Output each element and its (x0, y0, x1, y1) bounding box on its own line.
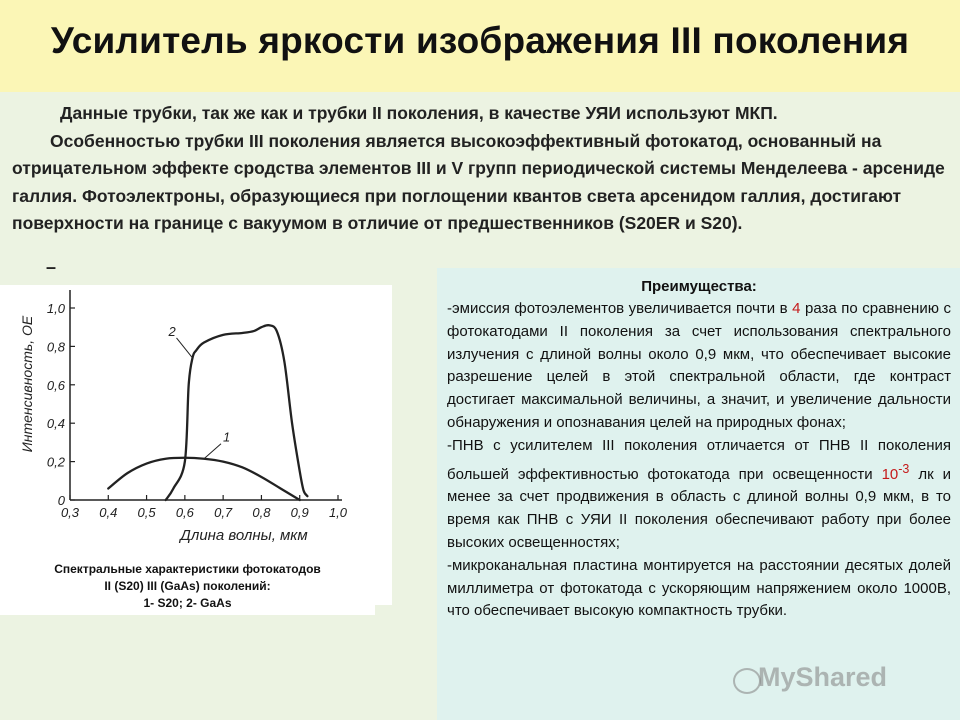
series-2-leader (177, 338, 193, 358)
caption-line-1: Спектральные характеристики фотокатодов (54, 562, 321, 576)
advantage-item-2 (447, 435, 951, 555)
advantages-panel (437, 268, 960, 720)
dash-mark: – (46, 257, 57, 277)
x-tick-label: 0,5 (137, 505, 156, 520)
intro-paragraph-1: Данные трубки, так же как и трубки II поколения, в качестве УЯИ используют МКП. (60, 103, 778, 123)
watermark-icon (733, 668, 761, 694)
series-1-leader (204, 444, 221, 459)
advantage-1-text-b: раза по сравнению с фотокатодами II поколения за счет использования спектрального излучения с длиной волны около 0,9 мкм, что обеспечивает высокие разрешение целей в этой спектральной области, где контраст достигает максимальной величины, а значит, и увеличение дальности обнаружения и опознавания целей на природных фонах; (447, 300, 951, 431)
caption-line-2: II (S20) III (GaAs) поколений: (104, 579, 271, 593)
advantages-title: Преимущества: (641, 278, 757, 295)
series-1-label: 1 (223, 429, 231, 445)
series-2-label: 2 (168, 323, 176, 339)
advantage-2-text-b: лк и менее за счет продвижения в область с длиной волны 0,9 мкм, в то время как ПНВ с УЯИ II поколения обеспечивают работу при более высоких освещенностях; (447, 465, 951, 551)
advantage-1-text-a: -эмиссия фотоэлементов увеличивается почти в (447, 300, 793, 317)
slide-title: Усилитель яркости изображения III поколения (50, 20, 910, 61)
advantage-2-illuminance (881, 461, 910, 483)
y-tick-label: 0,8 (46, 339, 65, 355)
advantage-item-1 (447, 298, 951, 435)
x-tick-label: 0,8 (252, 505, 271, 520)
y-tick-label: 0,4 (46, 416, 65, 432)
y-tick-label: 0,2 (46, 454, 65, 470)
x-tick-label: 0,4 (99, 505, 118, 520)
advantage-1-number: 4 (792, 300, 801, 317)
illuminance-exponent: -3 (898, 461, 910, 476)
caption-line-3: 1- S20; 2- GaAs (143, 596, 232, 610)
x-tick-label: 1,0 (328, 505, 348, 520)
x-tick-label: 0,6 (175, 505, 194, 520)
x-tick-label: 0,7 (214, 505, 233, 520)
x-axis-label: Длина волны, мкм (180, 527, 308, 544)
x-tick-label: 0,3 (60, 505, 80, 520)
x-tick-label: 0,9 (290, 505, 309, 520)
watermark: MyShared (758, 662, 888, 692)
y-tick-label: 1,0 (46, 301, 65, 316)
intro-paragraph-2: Особенностью трубки III поколения является высокоэффективный фотокатод, основанный на отрицательном эффекте сродства элементов III и V групп периодической системы Менделеева - арсениде галлия. Фотоэлектроны, образующиеся при поглощении квантов света арсенидом галлия, достигают поверхности на границе с вакуумом в отличие от предшественников (S20ER и S20). (12, 130, 945, 233)
advantage-item-3: -микроканальная пластина монтируется на расстоянии десятых долей миллиметра от фотокатода с ускоряющим напряжением около 1000В, что обеспечивает высокую компактность трубки. (447, 556, 951, 620)
y-tick-label: 0 (57, 493, 65, 508)
advantage-2-text-a: -ПНВ с усилителем III поколения отличается от ПНВ II поколения большей эффективностью фотокатода при освещенности (447, 436, 951, 483)
y-tick-label: 0,6 (46, 377, 65, 393)
y-axis-label: Интенсивность, ОЕ (19, 315, 35, 453)
illuminance-base: 10 (881, 465, 899, 483)
series-1-curve (108, 458, 299, 500)
